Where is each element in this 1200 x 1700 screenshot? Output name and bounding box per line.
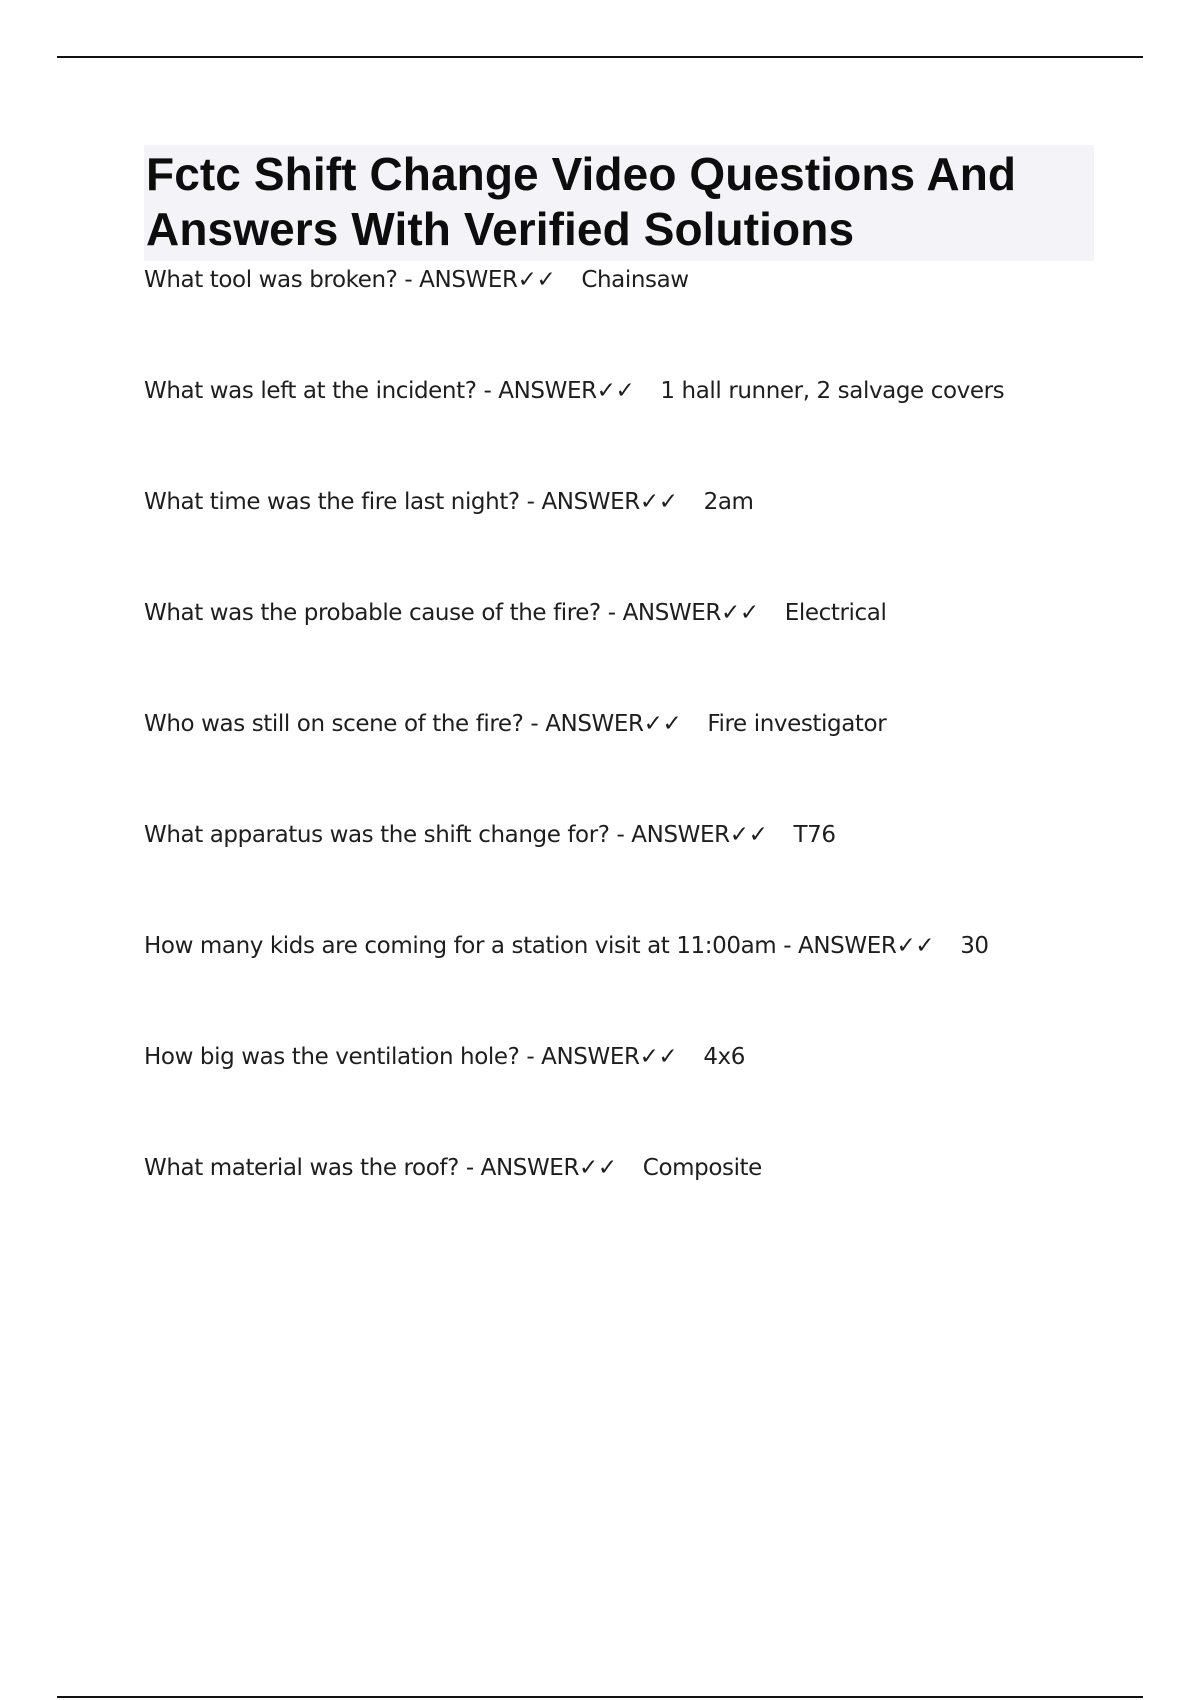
checkmark-icon: ✓✓ [639,1044,678,1070]
title-block [144,145,1094,261]
question-text: What was left at the incident? - ANSWER [144,378,597,404]
qa-item [144,376,1094,487]
checkmark-icon: ✓✓ [596,378,635,404]
checkmark-icon: ✓✓ [639,489,678,515]
answer-text: 4x6 [703,1044,745,1070]
top-divider [57,56,1143,58]
answer-text: Fire investigator [707,711,887,737]
question-text: How many kids are coming for a station visit at 11:00am - ANSWER [144,933,897,959]
qa-list [144,265,1094,1264]
checkmark-icon: ✓✓ [579,1155,617,1181]
question-text: Who was still on scene of the fire? - ANSWER [144,711,644,737]
checkmark-icon: ✓✓ [643,711,682,737]
checkmark-icon: ✓✓ [720,600,759,626]
checkmark-icon: ✓✓ [729,822,768,848]
question-text: What apparatus was the shift change for? - ANSWER [144,822,730,848]
question-text: What was the probable cause of the fire? - ANSWER [144,600,721,626]
answer-text: Chainsaw [581,267,689,293]
qa-item [144,598,1094,709]
qa-item [144,820,1094,931]
qa-item [144,709,1094,820]
qa-item [144,487,1094,598]
answer-text: Composite [642,1155,762,1181]
answer-text: 2am [703,489,754,515]
answer-text: 1 hall runner, 2 salvage covers [660,378,1005,404]
question-text: What material was the roof? - ANSWER [144,1155,580,1181]
checkmark-icon: ✓✓ [517,267,556,293]
answer-text: Electrical [784,600,887,626]
qa-item [144,265,1094,376]
question-text: What time was the fire last night? - ANSWER [144,489,640,515]
qa-item [144,1153,1094,1264]
checkmark-icon: ✓✓ [896,933,935,959]
question-text: How big was the ventilation hole? - ANSWER [144,1044,640,1070]
qa-item [144,1042,1094,1153]
qa-item [144,931,1094,1042]
bottom-divider [57,1696,1143,1698]
answer-text: 30 [960,933,989,959]
question-text: What tool was broken? - ANSWER [144,267,518,293]
document-body [144,145,1094,1264]
document-title: Fctc Shift Change Video Questions And Answers With Verified Solutions [146,148,1017,255]
answer-text: T76 [793,822,836,848]
